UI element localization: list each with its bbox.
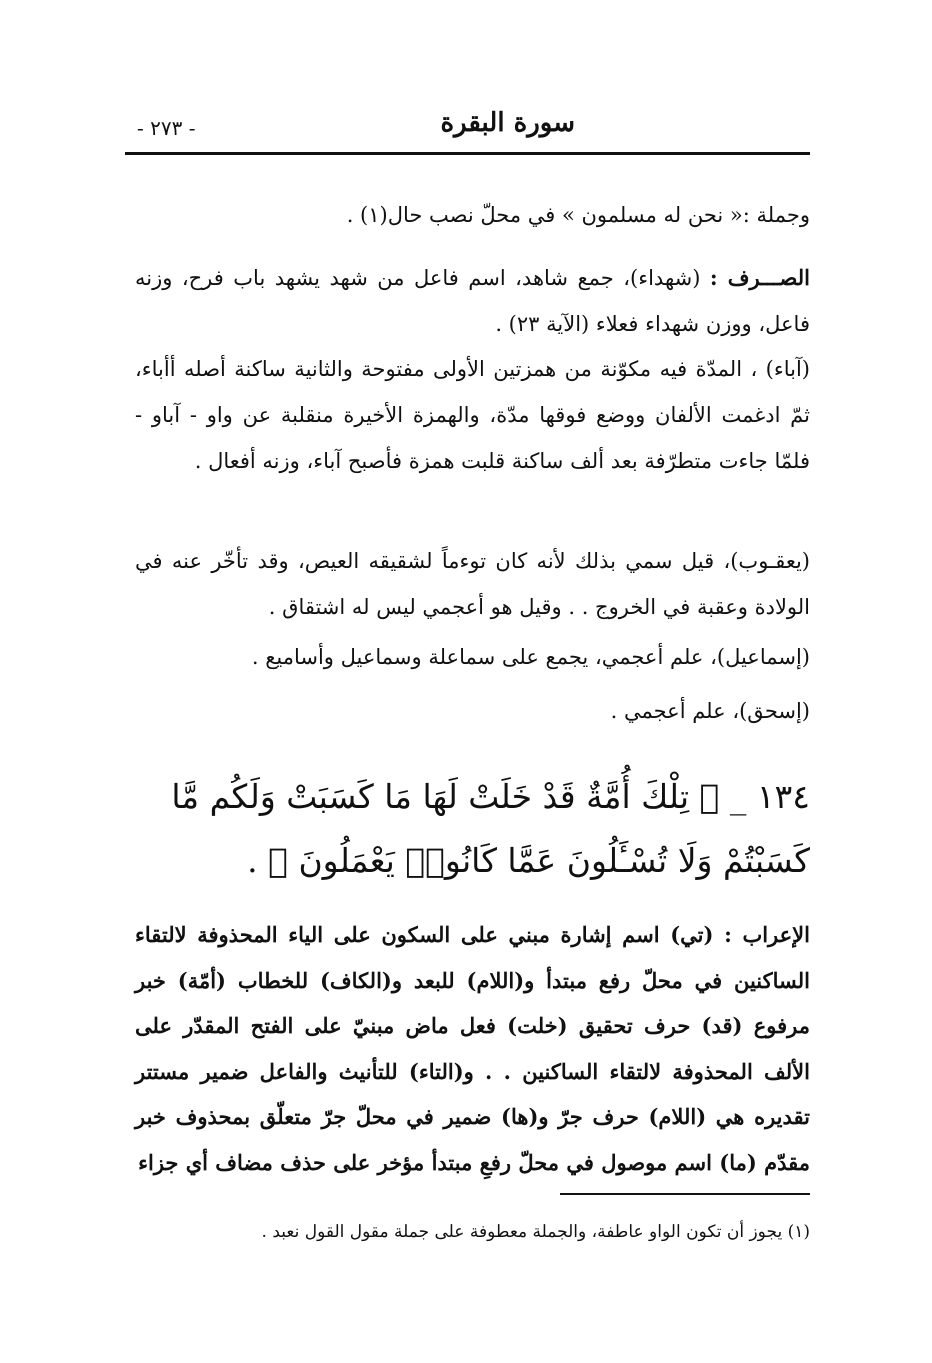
page-title: سورة البقرة xyxy=(440,108,575,138)
quran-verse: ١٣٤ _ ﴿ تِلْكَ أُمَّةٌ قَدْ خَلَتْ لَهَا مَا كَسَبَتْ وَلَكُم مَّا كَسَبْتُمْ وَلَا تُسْـَٔلُونَ عَمَّا كَانُوا۟ يَعْمَلُونَ ﴾ . xyxy=(171,777,810,880)
irab-paragraph: الإعراب : (تي) اسم إشارة مبني على السكون على الياء المحذوفة لالتقاء الساكنين في محلّ رفع مبتدأ و(اللام) للبعد و(الكاف) للخطاب (أمّة) خبر مرفوع (قد) حرف تحقيق (خلت) فعل ماض مبنيّ على الفتح المقدّر على الألف المحذوفة لالتقاء الساكنين . . و(التاء) للتأنيث والفاعل ضمير مستتر تقديره هي (اللام) حرف جرّ و(ها) ضمير في محلّ جرّ متعلّق بمحذوف خبر مقدّم (ما) اسم موصول في محلّ رفعِ مبتدأ مؤخر على حذف مضاف أي جزاء xyxy=(135,922,810,1175)
ishaq-paragraph: (إسحق)، علم أعجمي . xyxy=(610,699,810,723)
footnote: (١) يجوز أن تكون الواو عاطفة، والجملة معطوفة على جملة مقول القول نعبد . xyxy=(261,1222,810,1242)
sarf-label: الصـــرف : xyxy=(709,265,810,290)
page-number: - ٢٧٣ - xyxy=(137,116,196,140)
jumla-paragraph: وجملة :« نحن له مسلمون » في محلّ نصب حال(١) . xyxy=(346,203,810,227)
ismail-paragraph: (إسماعيل)، علم أعجمي، يجمع على سماعلة وسماعيل وأساميع . xyxy=(251,645,810,669)
header-divider xyxy=(125,152,810,155)
abaa-paragraph: (آباء) ، المدّة فيه مكوّنة من همزتين الأولى مفتوحة والثانية ساكنة أصله أأباء، ثمّ ادغمت الألفان ووضع فوقها مدّة، والهمزة الأخيرة منقلبة عن واو - آباو - فلمّا جاءت متطرّفة بعد ألف ساكنة قلبت همزة فأصبح آباء، وزنه أفعال . xyxy=(135,357,810,473)
sarf-paragraph xyxy=(135,255,810,347)
footnote-divider xyxy=(560,1193,810,1195)
sarf-text: (شهداء)، جمع شاهد، اسم فاعل من شهد يشهد باب فرح، وزنه فاعل، ووزن شهداء فعلاء (الآية ٢٣) . xyxy=(135,266,810,336)
running-header xyxy=(125,108,810,150)
yaqub-paragraph: (يعقـوب)، قيل سمي بذلك لأنه كان توءماً لشقيقه العيص، وقد تأخّر عنه في الولادة وعقبة في الخروج . . وقيل هو أعجمي ليس له اشتقاق . xyxy=(135,549,810,619)
